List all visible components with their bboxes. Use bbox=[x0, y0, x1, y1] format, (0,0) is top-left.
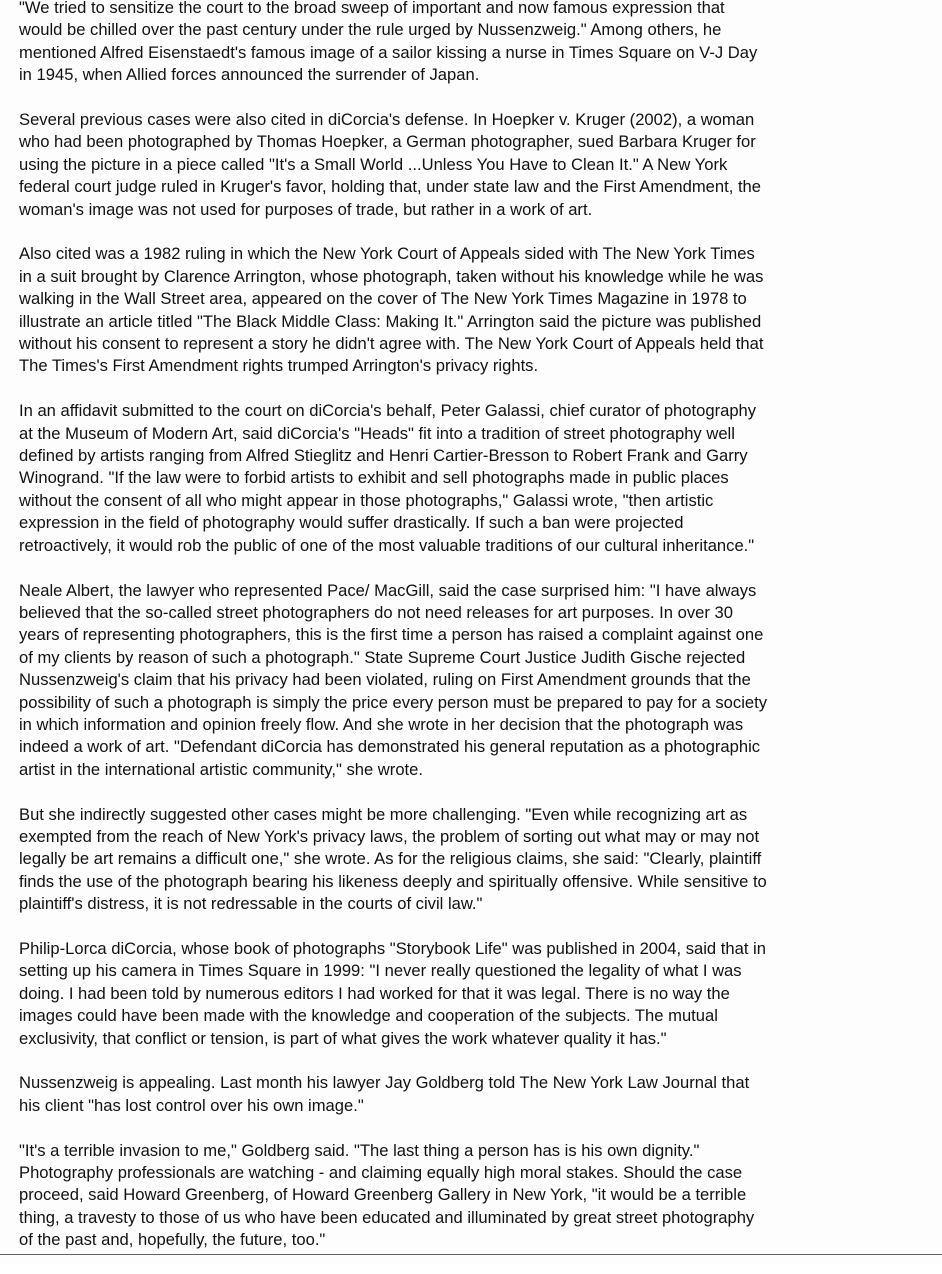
page-bottom-rule bbox=[0, 1254, 942, 1255]
paragraph-sensitize-court: "We tried to sensitize the court to the broad sweep of important and now famous expression that would be chilled over the past century under the rule urged by Nussenzweig." Among others, he mentioned Alfred Eisenstaedt's famous image of a sailor kissing a nurse in Times Square on V-J Day in 1945, when Allied forces announced the surrender of Japan. bbox=[19, 0, 758, 85]
paragraph-appeal: Nussenzweig is appealing. Last month his lawyer Jay Goldberg told The New York Law Journal that his client "has lost control over his own image." bbox=[19, 1073, 750, 1115]
paragraph-dicorcia-statement: Philip-Lorca diCorcia, whose book of photographs "Storybook Life" was published in 2004, said that in setting up his camera in Times Square in 1999: "I never really questioned the legality of what I was doing. I had been told by numerous editors I had worked for that it was legal. There is no way the images could have been made with the knowledge and cooperation of the subjects. The mutual exclusivity, that conflict or tension, is part of what gives the work whatever quality it has." bbox=[19, 938, 766, 1048]
paragraph-galassi-affidavit: In an affidavit submitted to the court on diCorcia's behalf, Peter Galassi, chief curator of photography at the Museum of Modern Art, said diCorcia's "Heads" fit into a tradition of street photography well defined by artists ranging from Alfred Stieglitz and Henri Cartier-Bresson to Robert Frank and Garry Winogrand. "If the law were to forbid artists to exhibit and sell photographs made in public places without the consent of all who might appear in those photographs," Galassi wrote, "then artistic expression in the field of photography would suffer drastically. If such a ban were projected retroactively, it would rob the public of one of the most valuable traditions of our cultural inheritance." bbox=[19, 401, 757, 555]
paragraph-neale-albert: Neale Albert, the lawyer who represented Pace/ MacGill, said the case surprised him: "I have always believed that the so-called street photographers do not need releases for art purposes. In over 30 years of representing photographers, this is the first time a person has raised a complaint against one of my clients by reason of such a photograph." State Supreme Court Justice Judith Gische rejected Nussenzweig's claim that his privacy had been violated, ruling on First Amendment grounds that the possibility of such a photograph is simply the price every person must be prepared to pay for a society in which information and opinion freely flow. And she wrote in her decision that the photograph was indeed a work of art. "Defendant diCorcia has demonstrated his general reputation as a photographic artist in the international artistic community," she wrote. bbox=[19, 580, 768, 779]
paragraph-previous-cases: Several previous cases were also cited in diCorcia's defense. In Hoepker v. Kruger (2002), a woman who had been photographed by Thomas Hoepker, a German photographer, sued Barbara Kruger for using the picture in a piece called "It's a Small World ...Unless You Have to Clean It." A New York federal court judge ruled in Kruger's favor, holding that, under state law and the First Amendment, the woman's image was not used for purposes of trade, but rather in a work of art. bbox=[19, 110, 762, 219]
paragraph-challenging-cases: But she indirectly suggested other cases might be more challenging. "Even while recognizing art as exempted from the reach of New York's privacy laws, the problem of sorting out what may or may not legally be art remains a difficult one," she wrote. As for the religious claims, she said: "Clearly, plaintiff finds the use of the photograph bearing his likeness deeply and spiritually offensive. While sensitive to plaintiff's distress, it is not redressable in the courts of civil law." bbox=[19, 804, 767, 914]
paragraph-arrington-ruling: Also cited was a 1982 ruling in which the New York Court of Appeals sided with The New York Times in a suit brought by Clarence Arrington, whose photograph, taken without his knowledge while he was walking in the Wall Street area, appeared on the cover of The New York Times Magazine in 1978 to illustrate an article titled "The Black Middle Class: Making It." Arrington said the picture was published without his consent to represent a story he didn't agree with. The New York Court of Appeals held that The Times's First Amendment rights trumped Arrington's privacy rights. bbox=[19, 244, 764, 376]
article-body bbox=[19, 0, 931, 1274]
paragraph-goldberg-greenberg: "It's a terrible invasion to me," Goldberg said. "The last thing a person has is his own dignity." Photography professionals are watching - and claiming equally high moral stakes. Should the case proceed, said Howard Greenberg, of Howard Greenberg Gallery in New York, "it would be a terrible thing, a travesty to those of us who have been educated and illuminated by great street photography of the past and, hopefully, the future, too." bbox=[19, 1140, 755, 1250]
